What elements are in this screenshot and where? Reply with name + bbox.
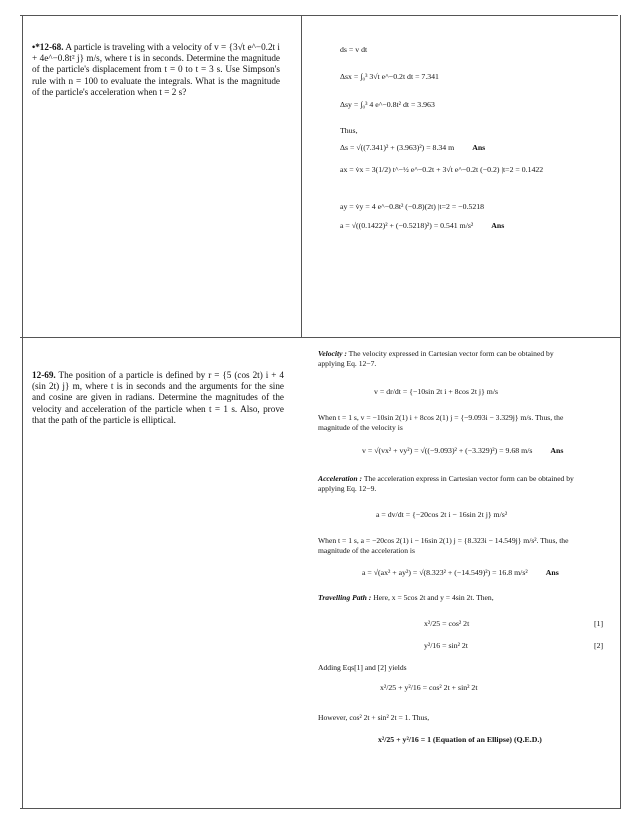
acceleration-magnitude-line [362,568,559,577]
sum-equation: x²/25 + y²/16 = cos² 2t + sin² 2t [380,683,478,692]
velocity-heading: Velocity : [318,349,347,358]
problem-number: •*12-68. [32,42,64,52]
answer-label: Ans [491,221,505,230]
problem-12-68 [32,42,280,98]
velocity-at-t1: When t = 1 s, v = −10sin 2(1) i + 8cos 2(1) j = {−9.093i − 3.329j} m/s. Thus, the magnitude of the velocity is [318,413,564,432]
sol68-line-1: ds = v dt [340,45,368,54]
ellipse-equation: x²/25 + y²/16 = 1 (Equation of an Ellipse) (Q.E.D.) [378,735,542,744]
right-border [620,15,621,809]
adding-equations: Adding Eqs[1] and [2] yields [318,663,407,672]
answer-label: Ans [472,143,486,152]
velocity-magnitude-line [362,446,563,455]
problem-12-69 [32,370,284,426]
equation-1-number: [1] [594,619,604,628]
sol68-line-8 [340,221,504,230]
velocity-paragraph [318,349,582,368]
bottom-border [20,808,620,809]
middle-divider [20,337,620,338]
sol68-line-5 [340,143,485,152]
top-border [20,15,618,16]
sol68-line-7: ay = v̇y = 4 e^−0.8t² (−0.8)(2t) |t=2 = −0.5218 [340,202,485,211]
acceleration-magnitude: a = √(ax² + ay²) = √(8.323² + (−14.549)²) = 16.8 m/s² [362,568,528,577]
acceleration-result: a = √((0.1422)² + (−0.5218)²) = 0.541 m/s² [340,221,474,230]
problem-text: A particle is traveling with a velocity of v = {3√t e^−0.2t i + 4e^−0.8t² j} m/s, where t is in seconds. Determine the magnitude of the particle's displacement from t = 0 to t = 3 s. Use Simpson's rule with n = 100 to evaluate the integrals. What is the magnitude of the particle's acceleration when t = 2 s? [32,42,280,97]
answer-label: Ans [550,446,564,455]
left-border [22,15,23,809]
sol68-line-3: Δsy = ∫₀³ 4 e^−0.8t² dt = 3.963 [340,100,435,109]
path-text: Here, x = 5cos 2t and y = 4sin 2t. Then, [373,593,494,602]
sol68-line-2: Δsx = ∫₀³ 3√t e^−0.2t dt = 7.341 [340,72,439,81]
however-line: However, cos² 2t + sin² 2t = 1. Thus, [318,713,430,722]
velocity-equation: v = dr/dt = {−10sin 2t i + 8cos 2t j} m/s [374,387,499,396]
velocity-text: The velocity expressed in Cartesian vector form can be obtained by applying Eq. 12−7. [318,349,554,368]
acceleration-paragraph [318,474,582,493]
center-divider-top [301,15,302,337]
acceleration-at-t1: When t = 1 s, a = −20cos 2(1) i − 16sin 2(1) j = {8.323i − 14.549j} m/s². Thus, the magnitude of the acceleration is [318,536,569,555]
sol68-line-6: ax = v̇x = 3(1/2) t^−½ e^−0.2t + 3√t e^−0.2t (−0.2) |t=2 = 0.1422 [340,165,544,174]
equation-2: y²/16 = sin² 2t [424,641,468,650]
problem-number: 12-69. [32,370,56,380]
problem-text: The position of a particle is defined by r = {5 (cos 2t) i + 4 (sin 2t) j} m, where t is in seconds and the arguments for the sine and cosine are given in radians. Determine the magnitudes of the velocity and acceleration of the particle when t = 1 s. Also, prove that the path of the particle is elliptical. [32,370,284,425]
displacement-result: Δs = √((7.341)² + (3.963)²) = 8.34 m [340,143,455,152]
answer-label: Ans [545,568,559,577]
acceleration-heading: Acceleration : [318,474,363,483]
equation-1: x²/25 = cos² 2t [424,619,470,628]
sol68-line-4: Thus, [340,126,358,135]
equation-2-number: [2] [594,641,604,650]
acceleration-text: The acceleration express in Cartesian vector form can be obtained by applying Eq. 12−9. [318,474,574,493]
path-heading: Travelling Path : [318,593,372,602]
path-paragraph [318,593,582,603]
velocity-magnitude: v = √(vx² + vy²) = √((−9.093)² + (−3.329)²) = 9.68 m/s [362,446,533,455]
acceleration-equation: a = dv/dt = {−20cos 2t i − 16sin 2t j} m/s² [376,510,508,519]
